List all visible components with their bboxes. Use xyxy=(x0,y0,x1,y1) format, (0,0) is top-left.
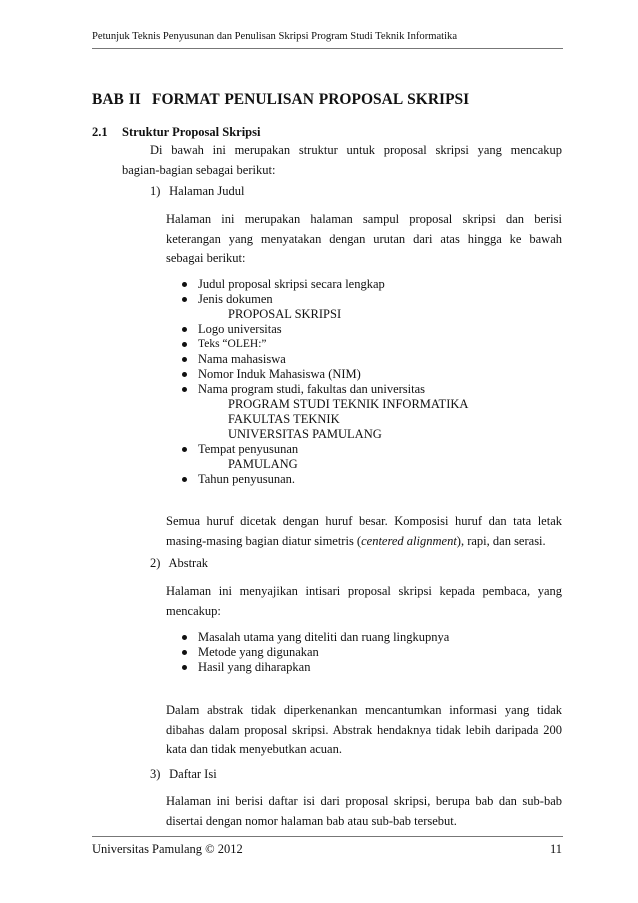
list-item-text: Hasil yang diharapkan xyxy=(198,660,311,674)
item-closing-paragraph xyxy=(166,701,562,760)
item-title: Abstrak xyxy=(168,556,209,570)
list-item-text: Judul proposal skripsi secara lengkap xyxy=(198,277,385,291)
item-daftar-isi xyxy=(150,767,217,782)
italic-term: centered alignment xyxy=(361,533,457,548)
list-item-text: Jenis dokumen xyxy=(198,292,273,306)
para-line: disertai dengan nomor halaman bab atau sub-bab tersebut. xyxy=(166,813,457,828)
para-line: Semua huruf dicetak dengan huruf besar. Komposisi huruf dan tata letak xyxy=(166,514,562,528)
list-item xyxy=(180,382,468,397)
list-item-text: Masalah utama yang diteliti dan ruang lingkupnya xyxy=(198,630,450,644)
chapter-number: BAB II xyxy=(92,91,141,108)
bullet-icon xyxy=(182,387,187,392)
para-line xyxy=(166,532,562,552)
list-item xyxy=(180,472,468,487)
list-sub-item: FAKULTAS TEKNIK xyxy=(228,412,340,426)
list-item-text: Nama mahasiswa xyxy=(198,352,286,366)
list-item-text: Tahun penyusunan. xyxy=(198,472,296,486)
item-number: 1) xyxy=(150,184,161,198)
list-item-text: Nomor Induk Mahasiswa (NIM) xyxy=(198,367,361,381)
section-intro xyxy=(122,141,562,180)
bullet-icon xyxy=(182,665,187,670)
list-item xyxy=(180,322,468,337)
para-line: kata dan tidak menyebutkan acuan. xyxy=(166,742,342,756)
running-header: Petunjuk Teknis Penyusunan dan Penulisan Skripsi Program Studi Teknik Informatika xyxy=(92,31,458,42)
list-sub-item: PROPOSAL SKRIPSI xyxy=(228,307,342,321)
bullet-icon xyxy=(182,282,187,287)
list-item-text: Tempat penyusunan xyxy=(198,442,299,456)
para-line: Halaman ini berisi daftar isi dari proposal skripsi, berupa bab dan sub-bab xyxy=(166,794,562,808)
list-item xyxy=(180,292,468,307)
chapter-title xyxy=(92,91,469,109)
footer-text: Universitas Pamulang © 2012 xyxy=(92,842,243,856)
list-item xyxy=(180,660,449,675)
list-item xyxy=(180,352,468,367)
para-line: mencakup: xyxy=(166,603,221,618)
section-number: 2.1 xyxy=(92,125,108,139)
footer-rule xyxy=(92,836,563,837)
list-item xyxy=(180,630,449,645)
item-closing-paragraph xyxy=(166,512,562,551)
bullet-icon xyxy=(182,327,187,332)
chapter-name: FORMAT PENULISAN PROPOSAL SKRIPSI xyxy=(152,91,470,108)
bullet-icon xyxy=(182,297,187,302)
item-paragraph xyxy=(166,210,562,269)
bullet-list xyxy=(180,630,449,675)
para-line: dibahas dalam proposal skripsi. Abstrak hendaknya tidak lebih daripada 200 xyxy=(166,722,562,737)
para-line: Halaman ini merupakan halaman sampul proposal skripsi dan berisi xyxy=(166,212,562,226)
text-run: ), rapi, dan serasi. xyxy=(456,533,546,548)
item-abstrak xyxy=(150,556,208,571)
list-item xyxy=(180,645,449,660)
item-halaman-judul xyxy=(150,184,244,199)
para-line: keterangan yang menyatakan dengan urutan dari atas hingga ke bawah xyxy=(166,231,562,246)
list-item xyxy=(180,367,468,382)
list-item xyxy=(180,277,468,292)
item-number: 2) xyxy=(150,556,161,570)
intro-line: Di bawah ini merupakan struktur untuk proposal skripsi yang mencakup xyxy=(150,143,562,157)
para-line: Halaman ini menyajikan intisari proposal skripsi kepada pembaca, yang xyxy=(166,584,562,598)
item-paragraph xyxy=(166,792,562,831)
item-title: Daftar Isi xyxy=(169,767,217,781)
bullet-icon xyxy=(182,650,187,655)
bullet-icon xyxy=(182,372,187,377)
bullet-icon xyxy=(182,477,187,482)
bullet-icon xyxy=(182,342,187,347)
page-number: 11 xyxy=(549,842,562,856)
list-item-text: Teks “OLEH:” xyxy=(198,338,267,350)
bullet-icon xyxy=(182,357,187,362)
section-title xyxy=(92,125,260,140)
list-item xyxy=(180,337,468,352)
para-line: sebagai berikut: xyxy=(166,251,246,265)
item-title: Halaman Judul xyxy=(169,184,245,198)
intro-line: bagian-bagian sebagai berikut: xyxy=(122,162,276,177)
para-line: Dalam abstrak tidak diperkenankan mencantumkan informasi yang tidak xyxy=(166,703,562,717)
bullet-icon xyxy=(182,447,187,452)
item-number: 3) xyxy=(150,767,161,781)
bullet-list xyxy=(180,277,468,487)
bullet-icon xyxy=(182,635,187,640)
list-item-text: Logo universitas xyxy=(198,322,282,336)
text-run: masing-masing bagian diatur simetris ( xyxy=(166,533,362,548)
header-rule xyxy=(92,48,563,49)
list-item-text: Nama program studi, fakultas dan universitas xyxy=(198,382,426,396)
section-name: Struktur Proposal Skripsi xyxy=(122,125,261,139)
item-paragraph xyxy=(166,582,562,621)
list-sub-item: PROGRAM STUDI TEKNIK INFORMATIKA xyxy=(228,397,469,411)
list-sub-item: PAMULANG xyxy=(228,457,298,471)
list-sub-item: UNIVERSITAS PAMULANG xyxy=(228,427,382,441)
list-item-text: Metode yang digunakan xyxy=(198,645,319,659)
list-item xyxy=(180,442,468,457)
